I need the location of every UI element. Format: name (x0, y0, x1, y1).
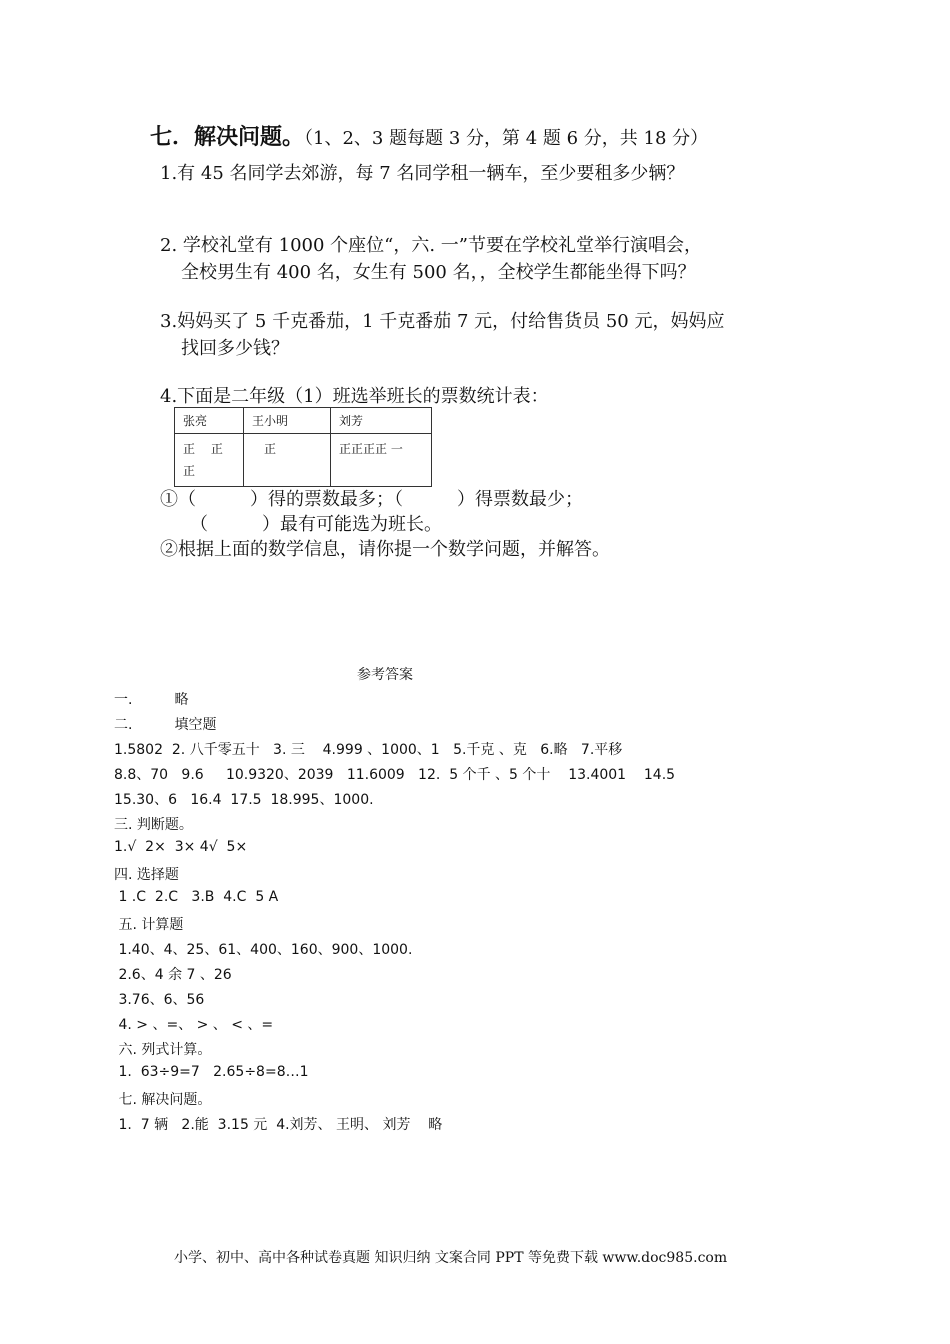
section-heading (150, 120, 708, 151)
question-4: 4.下面是二年级（1）班选举班长的票数统计表： (160, 386, 549, 407)
table-cell: 正 (244, 434, 331, 487)
question-2-line-1: 2. 学校礼堂有 1000 个座位“，六. 一”节要在学校礼堂举行演唱会， (160, 235, 702, 256)
answer-line: 15.30、6 16.4 17.5 18.995、1000. (114, 792, 374, 808)
table-header-cell: 张亮 (175, 408, 244, 434)
table-header-cell: 刘芳 (331, 408, 432, 434)
subquestion-1-line-1: ①（ ）得的票数最多；（ ）得票数最少； (160, 489, 583, 510)
answer-line: 七. 解决问题。 (114, 1092, 212, 1108)
answer-line: 三. 判断题。 (114, 817, 193, 833)
answer-line: 五. 计算题 (114, 917, 184, 933)
subquestion-1-line-2: （ ）最有可能选为班长。 (190, 514, 442, 535)
question-3-line-1: 3.妈妈买了 5 千克番茄，1 千克番茄 7 元，付给售货员 50 元，妈妈应 (160, 311, 725, 332)
answers-title: 参考答案 (357, 667, 413, 683)
answer-line: 1 .C 2.C 3.B 4.C 5 A (114, 889, 279, 905)
table-row (175, 434, 432, 487)
question-1: 1.有 45 名同学去郊游，每 7 名同学租一辆车，至少要租多少辆？ (160, 163, 685, 184)
vote-tally-table (174, 407, 432, 487)
answer-line: 六. 列式计算。 (114, 1042, 212, 1058)
question-3-line-2: 找回多少钱？ (181, 338, 289, 359)
section-title: 七．解决问题。 (150, 124, 305, 150)
page-footer: 小学、初中、高中各种试卷真题 知识归纳 文案合同 PPT 等免费下载 www.doc985.com (174, 1250, 728, 1266)
answer-line: 3.76、6、56 (114, 992, 205, 1008)
answer-line: 4. > 、=、 > 、 < 、= (114, 1017, 274, 1033)
table-header-cell: 王小明 (244, 408, 331, 434)
answer-line: 2.6、4 余 7 、26 (114, 967, 232, 983)
subquestion-2: ②根据上面的数学信息，请你提一个数学问题，并解答。 (160, 539, 610, 560)
table-cell: 正正正正 一 (331, 434, 432, 487)
answer-line: 四. 选择题 (114, 867, 179, 883)
section-score-note: （1、2、3 题每题 3 分，第 4 题 6 分，共 18 分） (304, 128, 709, 149)
answer-line: 1. 63÷9=7 2.65÷8=8…1 (114, 1064, 309, 1080)
table-cell: 正 正 正 (175, 434, 244, 487)
answer-line: 一. 略 (114, 692, 189, 708)
answer-line: 8.8、70 9.6 10.9320、2039 11.6009 12. 5 个千 、5 个十 13.4001 14.5 (114, 767, 676, 783)
question-2-line-2: 全校男生有 400 名，女生有 500 名，，全校学生都能坐得下吗？ (181, 262, 696, 283)
table-header-row (175, 408, 432, 434)
answer-line: 1. 7 辆 2.能 3.15 元 4.刘芳、 王明、 刘芳 略 (114, 1117, 443, 1133)
answer-line: 1.√ 2× 3× 4√ 5× (114, 839, 248, 855)
answer-line: 二. 填空题 (114, 717, 217, 733)
answer-line: 1.5802 2. 八千零五十 3. 三 4.999 、1000、1 5.千克 、克 6.略 7.平移 (114, 742, 623, 758)
answer-line: 1.40、4、25、61、400、160、900、1000. (114, 942, 413, 958)
